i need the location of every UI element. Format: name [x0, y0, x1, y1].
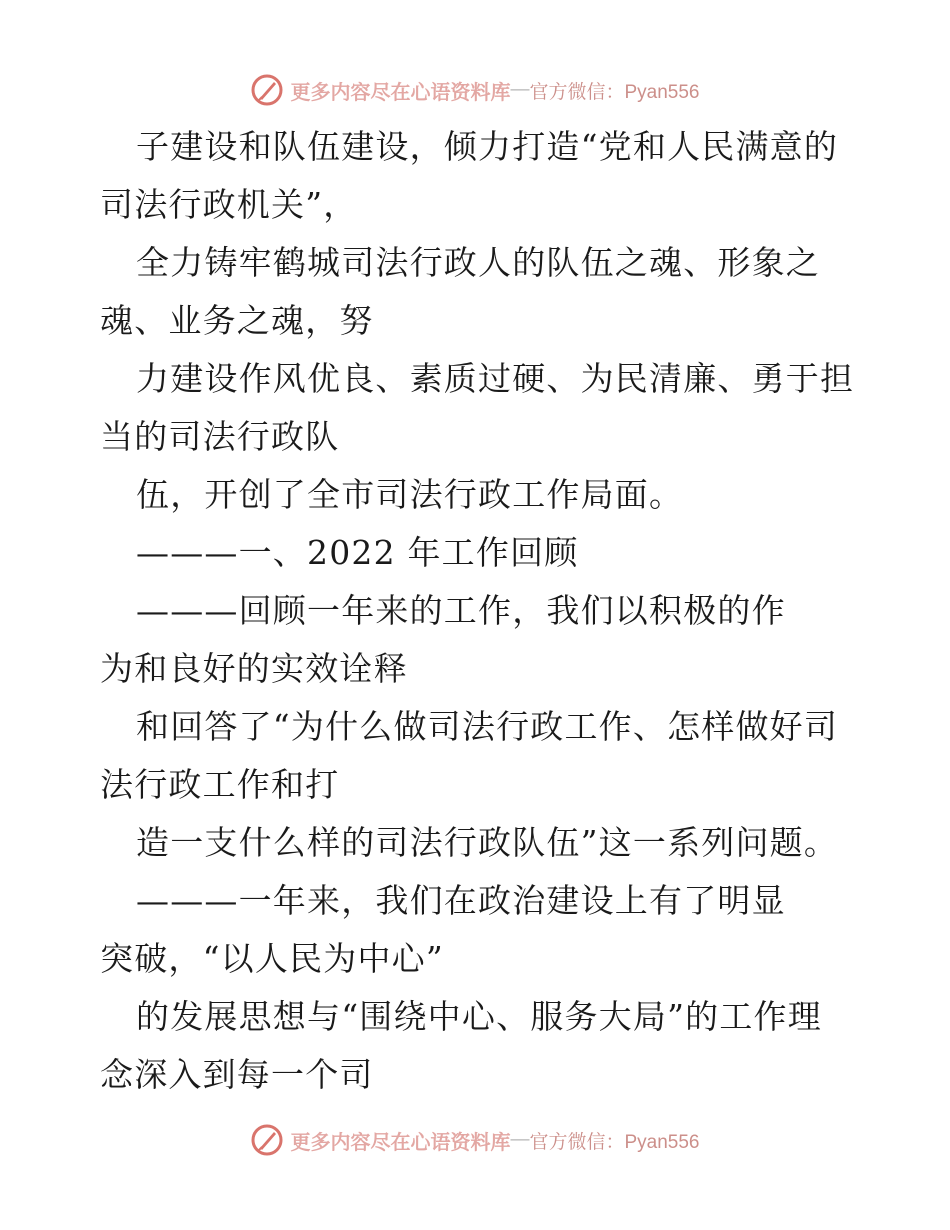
- text-line: ———一年来，我们在政治建设上有了明显: [136, 881, 786, 920]
- watermark-separator: —: [510, 1129, 530, 1150]
- text-line: ———回顾一年来的工作，我们以积极的作: [136, 591, 786, 630]
- watermark-separator: —: [510, 79, 530, 100]
- quill-circle-icon: [250, 73, 284, 107]
- text-line: 司法行政机关”，: [100, 185, 358, 224]
- header-watermark: [0, 70, 950, 110]
- text-line: 伍，开创了全市司法行政工作局面。: [136, 475, 684, 514]
- watermark-wechat-text: 官方微信：Pyan556: [529, 1131, 700, 1153]
- text-line: 念深入到每一个司: [100, 1055, 374, 1094]
- text-line: 和回答了“为什么做司法行政工作、怎样做好司: [136, 707, 839, 746]
- text-line: 的发展思想与“围绕中心、服务大局”的工作理: [136, 997, 822, 1036]
- text-line: 为和良好的实效诠释: [100, 649, 408, 688]
- watermark-wechat-text: 官方微信：Pyan556: [529, 81, 700, 103]
- document-body: [100, 118, 860, 1104]
- footer-watermark: [0, 1120, 950, 1160]
- text-line: 造一支什么样的司法行政队伍”这一系列问题。: [136, 823, 839, 862]
- text-line: 魂、业务之魂，努: [100, 301, 374, 340]
- watermark-main-text: 更多内容尽在心语资料库: [290, 1129, 511, 1154]
- text-line: 子建设和队伍建设，倾力打造“党和人民满意的: [136, 127, 839, 166]
- text-line: 全力铸牢鹤城司法行政人的队伍之魂、形象之: [136, 243, 820, 282]
- quill-circle-icon: [250, 1123, 284, 1157]
- text-line: 突破，“以人民为中心”: [100, 939, 444, 978]
- text-line: 当的司法行政队: [100, 417, 340, 456]
- text-line: ———一、2022 年工作回顾: [136, 533, 579, 572]
- watermark-main-text: 更多内容尽在心语资料库: [290, 79, 511, 104]
- text-line: 法行政工作和打: [100, 765, 340, 804]
- text-line: 力建设作风优良、素质过硬、为民清廉、勇于担: [136, 359, 855, 398]
